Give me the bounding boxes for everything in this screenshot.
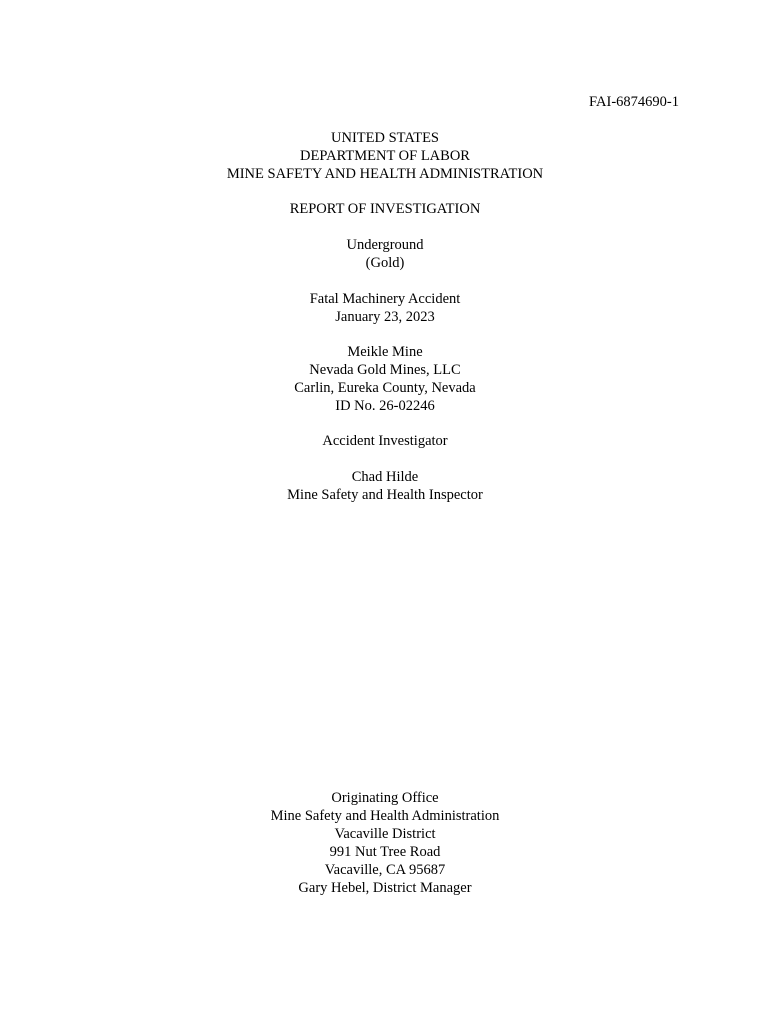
- agency-header: [0, 129, 770, 183]
- agency-country: UNITED STATES: [331, 130, 439, 146]
- office-district: Vacaville District: [334, 826, 436, 842]
- office-manager: Gary Hebel, District Manager: [298, 880, 472, 896]
- investigator-title: Mine Safety and Health Inspector: [287, 487, 483, 503]
- mine-location: Carlin, Eureka County, Nevada: [294, 380, 476, 396]
- agency-department: DEPARTMENT OF LABOR: [300, 148, 470, 164]
- accident-type: Fatal Machinery Accident: [309, 291, 461, 307]
- mine-operator: Nevada Gold Mines, LLC: [309, 362, 461, 378]
- mine-commodity: (Gold): [365, 255, 405, 271]
- mine-name: Meikle Mine: [347, 344, 423, 360]
- accident-block: [0, 290, 770, 326]
- office-agency: Mine Safety and Health Administration: [270, 808, 500, 824]
- report-title: REPORT OF INVESTIGATION: [289, 201, 481, 217]
- mine-id: ID No. 26-02246: [335, 398, 435, 414]
- mine-type-block: [0, 236, 770, 272]
- originating-office-block: [0, 789, 770, 897]
- investigator-block: [0, 468, 770, 504]
- investigator-name: Chad Hilde: [351, 469, 419, 485]
- accident-date: January 23, 2023: [335, 309, 435, 325]
- investigator-heading-block: [0, 432, 770, 450]
- office-heading: Originating Office: [331, 790, 439, 806]
- mine-info-block: [0, 343, 770, 415]
- report-title-block: [0, 200, 770, 218]
- office-street: 991 Nut Tree Road: [329, 844, 441, 860]
- agency-administration: MINE SAFETY AND HEALTH ADMINISTRATION: [226, 166, 544, 182]
- office-city: Vacaville, CA 95687: [324, 862, 446, 878]
- investigator-heading: Accident Investigator: [322, 433, 448, 449]
- mine-type: Underground: [346, 237, 424, 253]
- document-id: FAI-6874690-1: [589, 94, 679, 110]
